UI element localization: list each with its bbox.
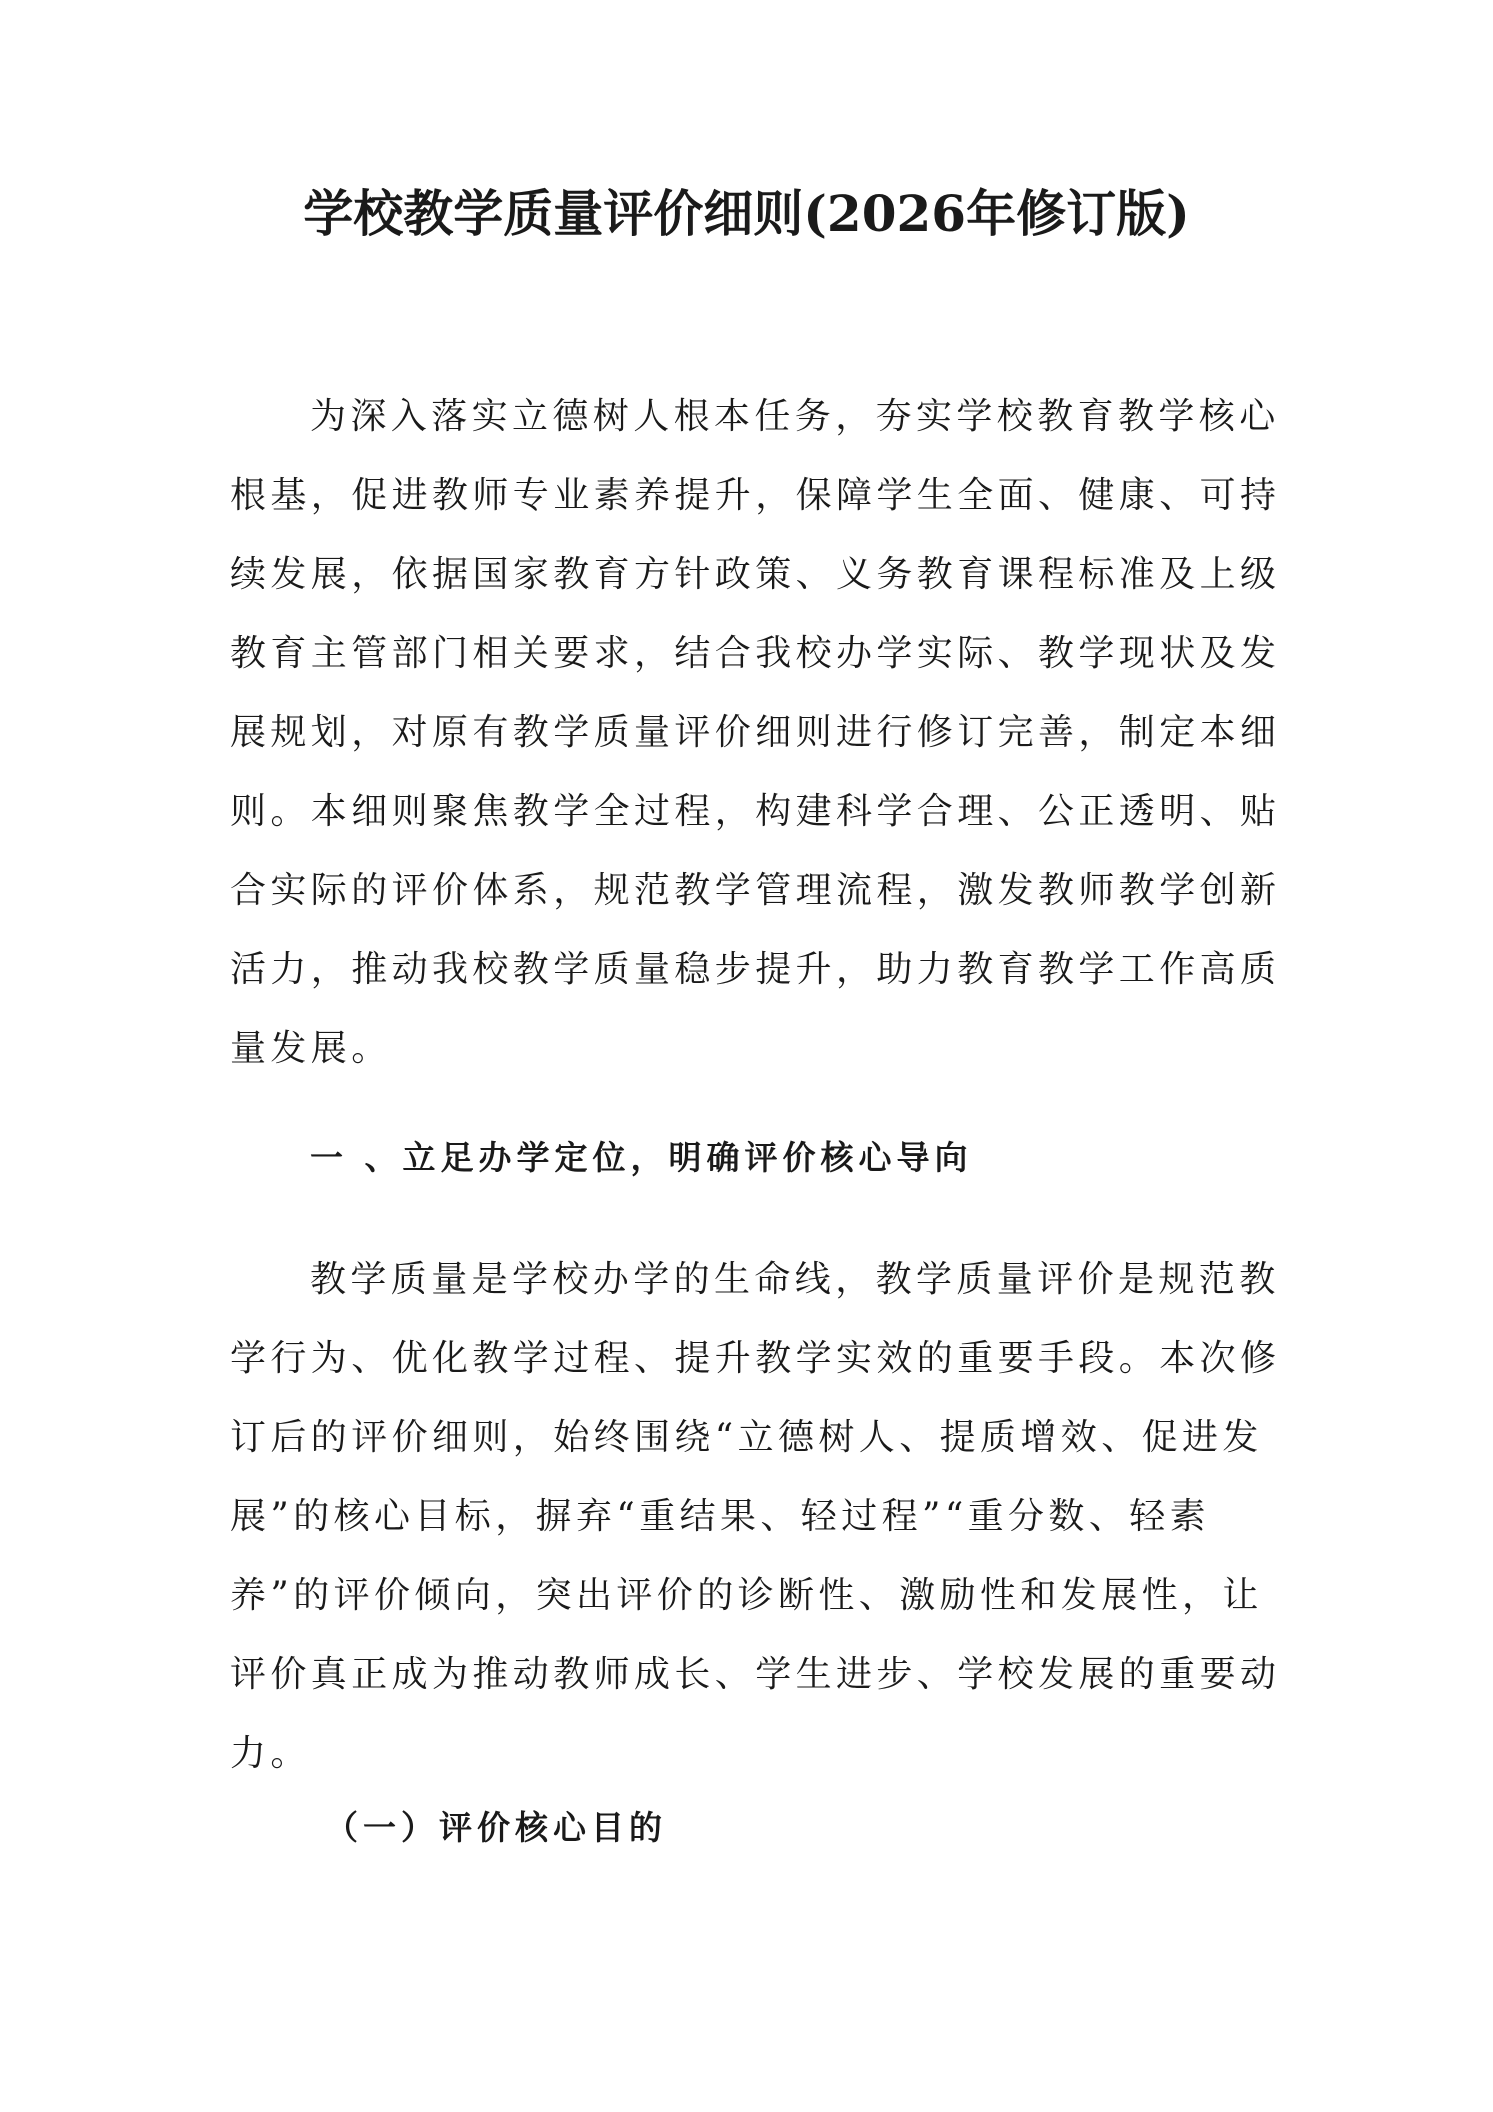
intro-paragraph [230, 377, 1281, 1088]
paragraph-line: 为深入落实立德树人根本任务，夯实学校教育教学核心 [310, 396, 1280, 437]
subsection-heading: （一）评价核心目的 [325, 1808, 667, 1847]
paragraph-line: 续发展，依据国家教育方针政策、义务教育课程标准及上级 [230, 554, 1281, 595]
paragraph-line: 养”的评价倾向，突出评价的诊断性、激励性和发展性，让 [230, 1575, 1263, 1616]
paragraph-line: 展”的核心目标，摒弃“重结果、轻过程”“重分数、轻素 [230, 1496, 1211, 1537]
section-heading: 一 、立足办学定位，明确评价核心导向 [310, 1138, 973, 1177]
paragraph-line: 则。本细则聚焦教学全过程，构建科学合理、公正透明、贴 [230, 791, 1281, 832]
paragraph-line: 活力，推动我校教学质量稳步提升，助力教育教学工作高质 [230, 949, 1281, 990]
paragraph-line: 教育主管部门相关要求，结合我校办学实际、教学现状及发 [230, 633, 1281, 674]
paragraph-line: 合实际的评价体系，规范教学管理流程，激发教师教学创新 [230, 870, 1281, 911]
paragraph-line: 教学质量是学校办学的生命线，教学质量评价是规范教 [310, 1259, 1280, 1300]
paragraph-line: 根基，促进教师专业素养提升，保障学生全面、健康、可持 [230, 475, 1281, 516]
paragraph-line: 订后的评价细则，始终围绕“立德树人、提质增效、促进发 [230, 1417, 1263, 1458]
document-title: 学校教学质量评价细则(2026年修订版) [303, 184, 1190, 243]
paragraph-line: 评价真正成为推动教师成长、学生进步、学校发展的重要动 [230, 1654, 1281, 1695]
paragraph-line: 学行为、优化教学过程、提升教学实效的重要手段。本次修 [230, 1338, 1281, 1379]
paragraph-line: 力。 [230, 1733, 311, 1774]
paragraph-line: 展规划，对原有教学质量评价细则进行修订完善，制定本细 [230, 712, 1281, 753]
paragraph-line: 量发展。 [230, 1028, 392, 1069]
section-paragraph [230, 1240, 1281, 1793]
